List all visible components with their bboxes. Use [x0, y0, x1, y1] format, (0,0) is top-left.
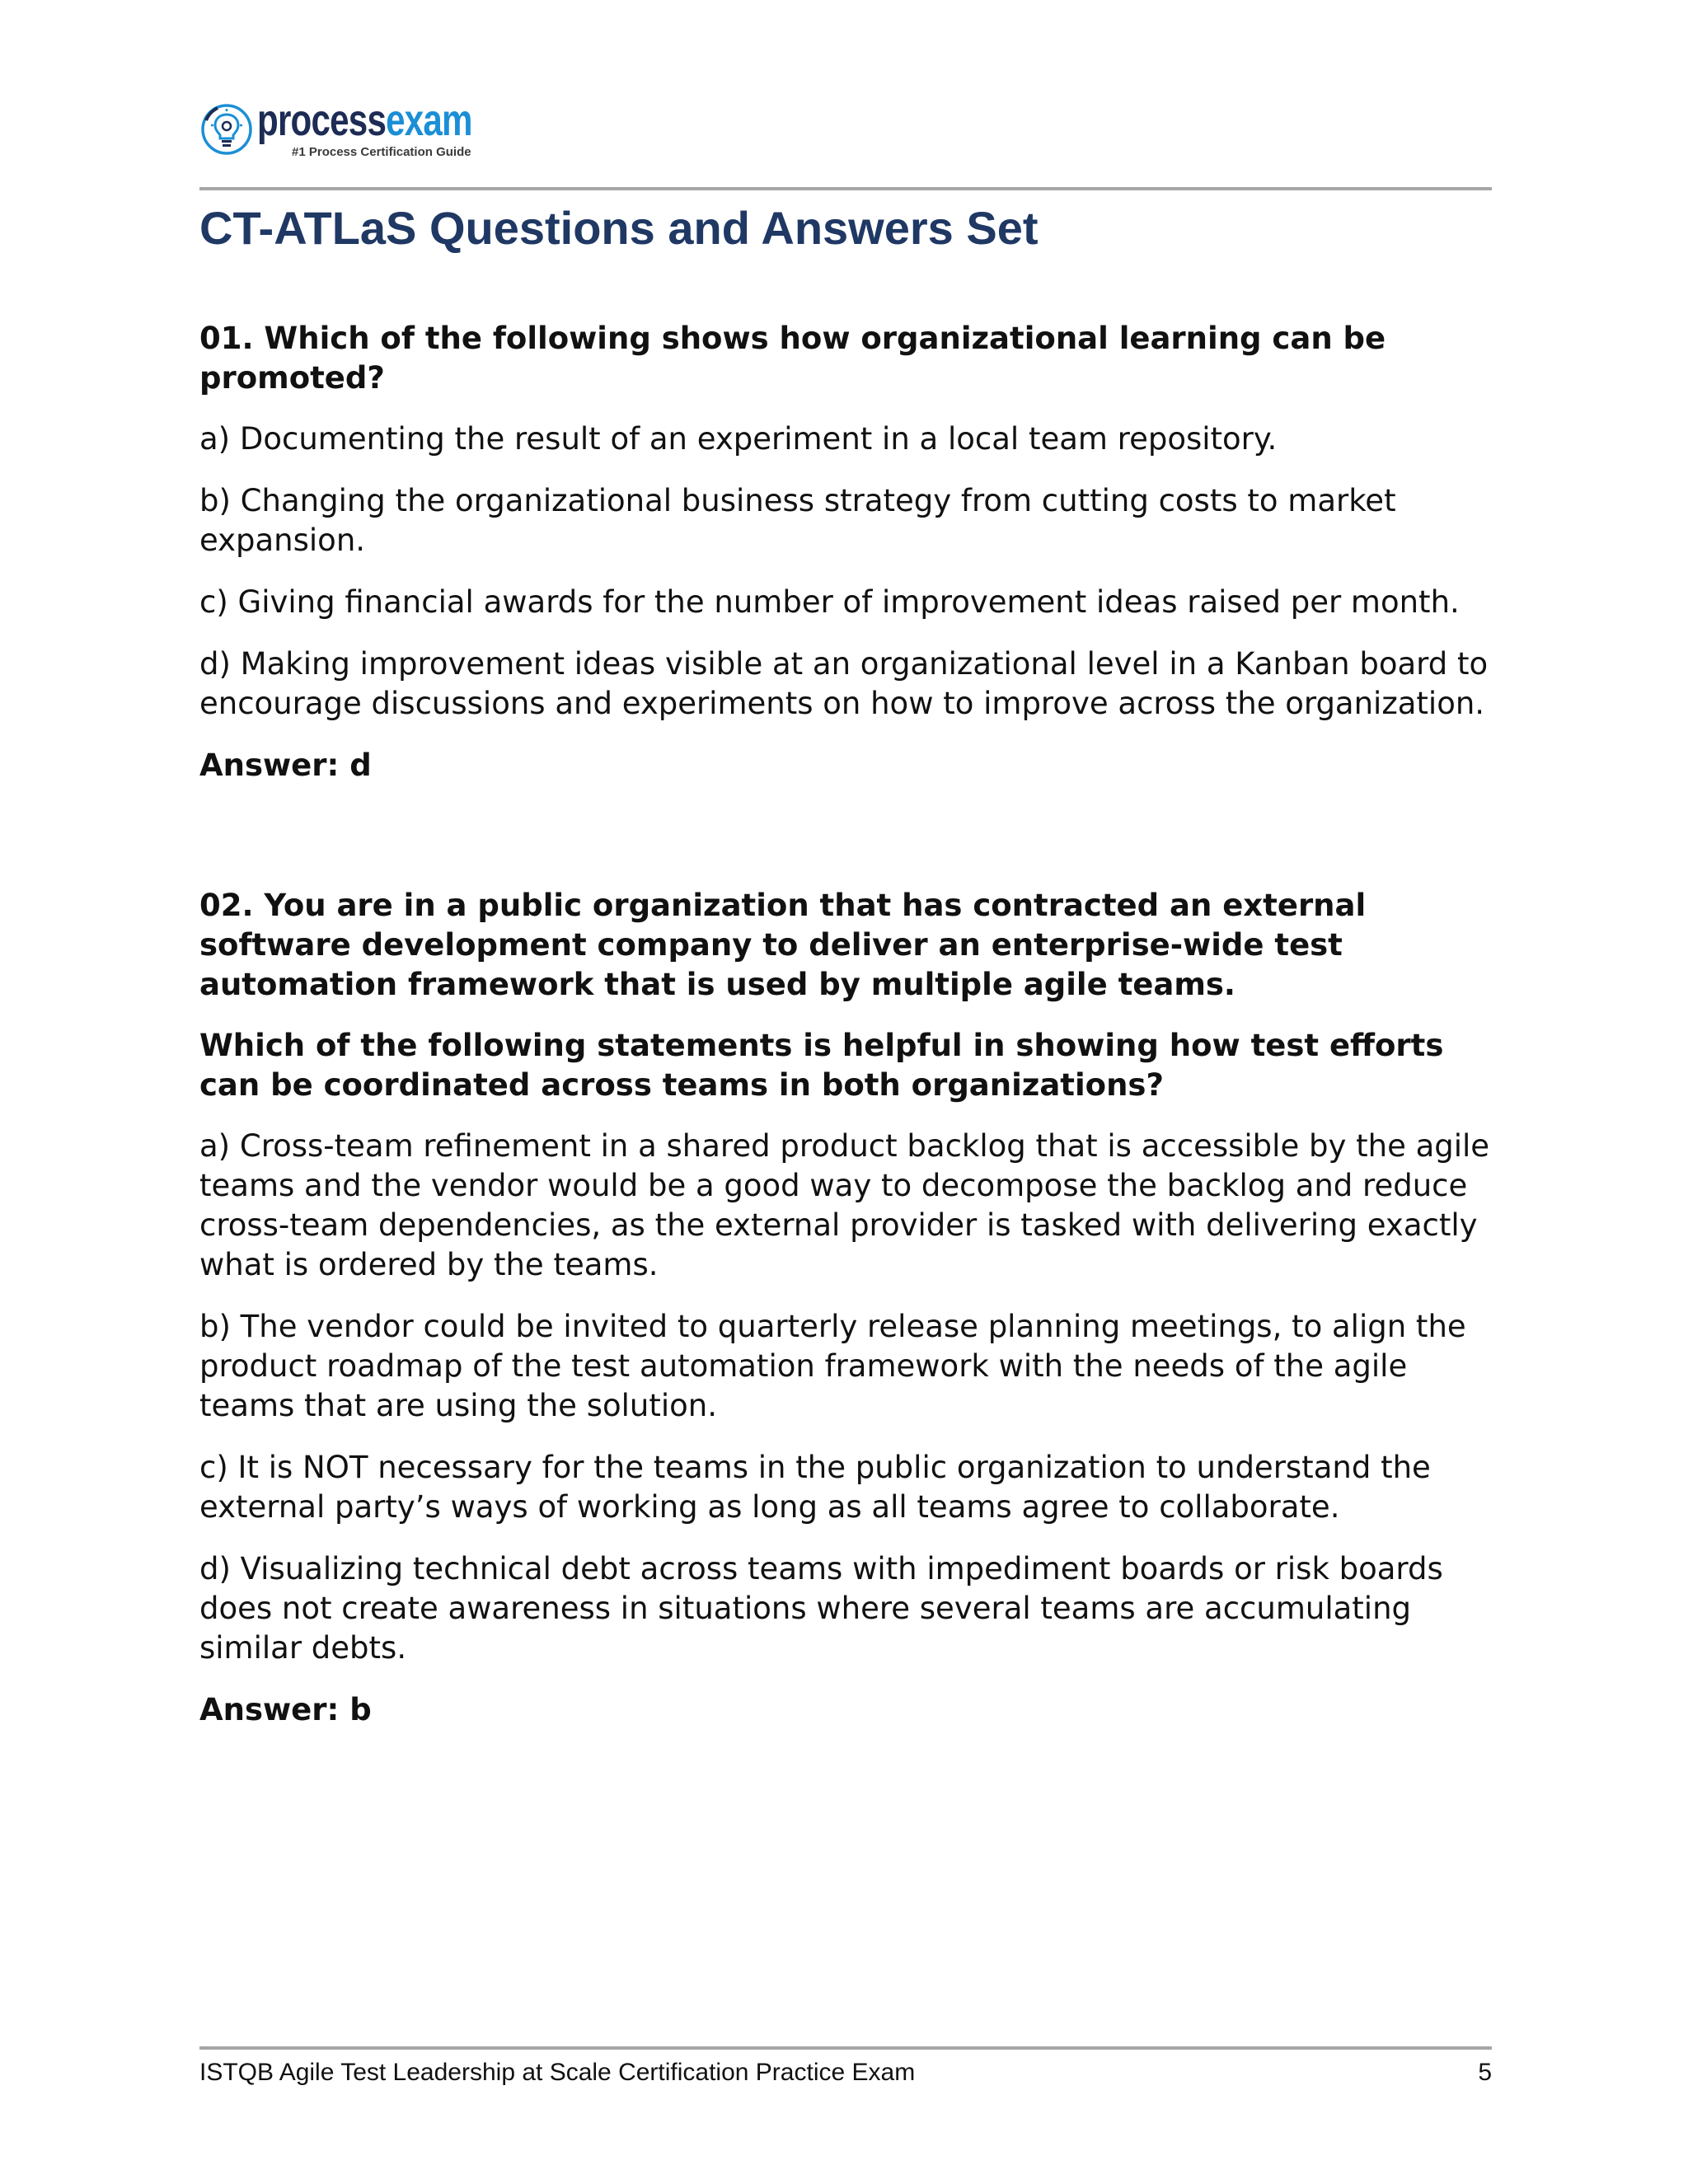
answer-text: Answer: d [199, 748, 372, 783]
logo-tagline: #1 Process Certification Guide [292, 145, 471, 159]
logo-word-exam: exam [386, 96, 472, 145]
logo-wordmark [257, 96, 472, 145]
document-page [199, 0, 1492, 2184]
option-d: d) Visualizing technical debt across teams with impediment boards or risk boards does not create awareness in situations where several teams are accumulating similar debts. [199, 1551, 1443, 1666]
page-title: CT-ATLaS Questions and Answers Set [199, 202, 1039, 254]
page-number: 5 [1478, 2059, 1492, 2086]
questions-section [199, 319, 1492, 1730]
footer-divider [199, 2046, 1492, 2050]
option-a: a) Cross-team refinement in a shared product backlog that is accessible by the agile teams and the vendor would be a good way to decompose the backlog and reduce cross-team dependencies, as the external provider is tasked with delivering exactly what is ordered by the teams. [199, 1128, 1490, 1282]
processexam-logo [199, 97, 546, 163]
logo-word-process: process [257, 96, 387, 145]
question-subtext: Which of the following statements is helpful in showing how test efforts can be coordinated across teams in both organizations? [199, 1028, 1444, 1103]
question-01 [199, 319, 1492, 785]
question-spacer [199, 785, 1492, 886]
option-a: a) Documenting the result of an experiment in a local team repository. [199, 421, 1278, 457]
option-c: c) It is NOT necessary for the teams in the public organization to understand the external party’s ways of working as long as all teams agree to collaborate. [199, 1450, 1431, 1525]
question-text: 01. Which of the following shows how organizational learning can be promoted? [199, 321, 1386, 396]
question-02 [199, 886, 1492, 1730]
footer-text: ISTQB Agile Test Leadership at Scale Certification Practice Exam [199, 2059, 916, 2086]
option-b: b) The vendor could be invited to quarterly release planning meetings, to align the product roadmap of the test automation framework with the needs of the agile teams that are using the solution. [199, 1309, 1466, 1423]
option-b: b) Changing the organizational business strategy from cutting costs to market expansion. [199, 483, 1396, 558]
lightbulb-icon [199, 102, 254, 157]
header-divider [199, 187, 1492, 190]
option-d: d) Making improvement ideas visible at an organizational level in a Kanban board to encourage discussions and experiments on how to improve across the organization. [199, 646, 1489, 721]
option-c: c) Giving financial awards for the number of improvement ideas raised per month. [199, 584, 1460, 620]
question-text: 02. You are in a public organization that has contracted an external software development company to deliver an enterprise-wide test automation framework that is used by multiple agile teams. [199, 888, 1367, 1002]
answer-text: Answer: b [199, 1692, 372, 1727]
